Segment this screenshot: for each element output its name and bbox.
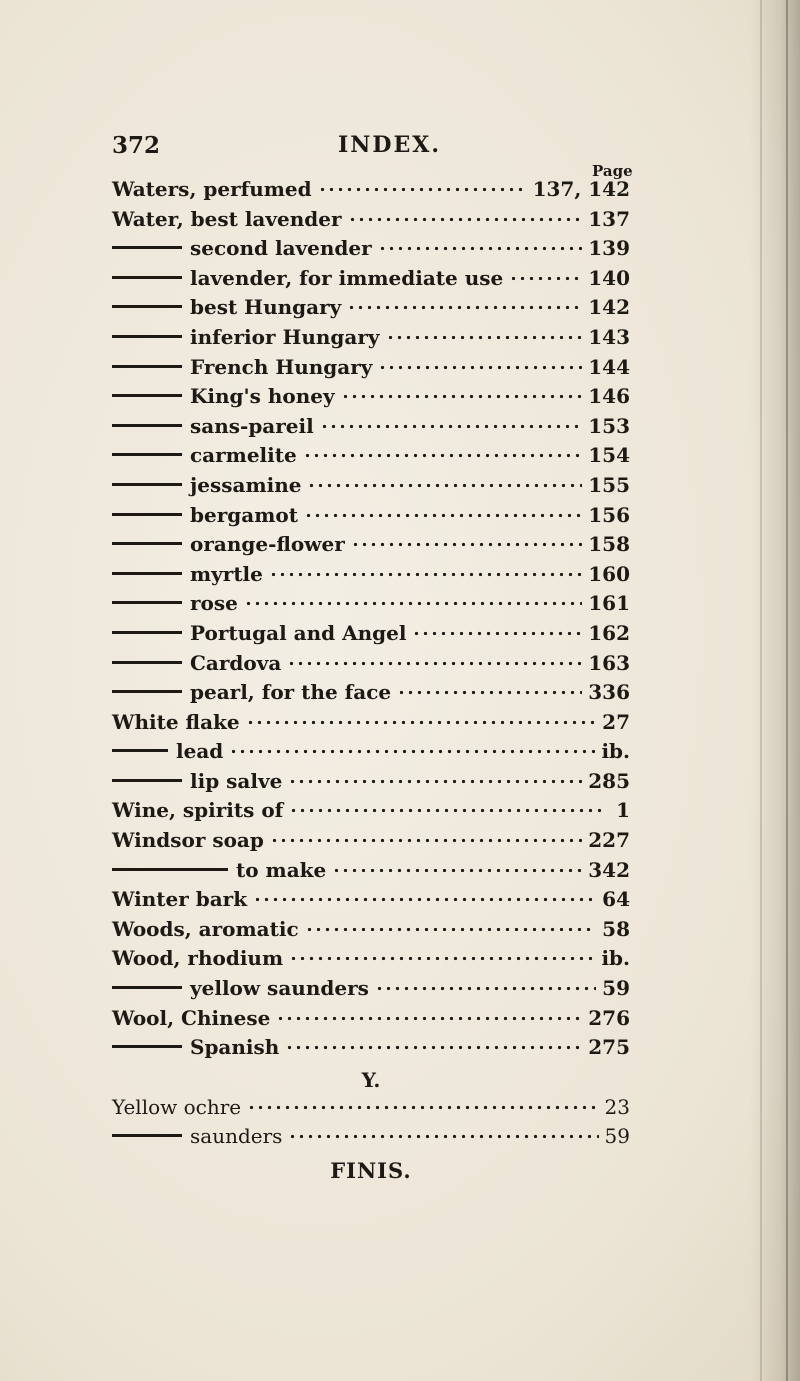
index-entry bbox=[112, 858, 630, 888]
ditto-dash bbox=[112, 394, 182, 397]
entry-page: 158 bbox=[588, 532, 630, 557]
entry-page: 342 bbox=[588, 857, 630, 882]
entry-page: 336 bbox=[588, 680, 630, 705]
dot-leader bbox=[253, 891, 596, 905]
page-header bbox=[112, 132, 622, 166]
index-entry bbox=[112, 1006, 630, 1036]
index-entry bbox=[112, 177, 630, 207]
ditto-dash bbox=[112, 246, 182, 249]
entry-name: lavender, for immediate use bbox=[190, 265, 504, 290]
index-entry bbox=[112, 562, 630, 592]
dot-leader bbox=[375, 980, 596, 994]
dot-leader bbox=[247, 1099, 598, 1113]
dot-leader bbox=[305, 921, 597, 935]
index-entry bbox=[112, 473, 630, 503]
dot-leader bbox=[378, 359, 582, 373]
entry-name: Wool, Chinese bbox=[112, 1005, 271, 1030]
entry-name: saunders bbox=[190, 1124, 283, 1149]
index-entry bbox=[112, 443, 630, 473]
entry-page: 163 bbox=[588, 650, 630, 675]
ditto-dash bbox=[112, 542, 182, 545]
entry-page: 154 bbox=[588, 443, 630, 468]
entry-page: 285 bbox=[588, 768, 630, 793]
entry-name: Woods, aromatic bbox=[112, 916, 299, 941]
index-entry bbox=[112, 325, 630, 355]
index-entry bbox=[112, 295, 630, 325]
entry-name: Yellow ochre bbox=[112, 1094, 242, 1119]
ditto-dash bbox=[112, 749, 168, 752]
index-entry bbox=[112, 946, 630, 976]
index-entry bbox=[112, 236, 630, 266]
entry-name: lip salve bbox=[190, 768, 283, 793]
page-number: 372 bbox=[112, 132, 161, 159]
entry-name: Water, best lavender bbox=[112, 206, 342, 231]
dot-leader bbox=[341, 388, 583, 402]
dot-leader bbox=[289, 802, 602, 816]
ditto-dash bbox=[112, 986, 182, 989]
dot-leader bbox=[348, 211, 583, 225]
index-entry bbox=[112, 207, 630, 237]
index-entry bbox=[112, 591, 630, 621]
entry-name: King's honey bbox=[190, 384, 335, 409]
entry-name: bergamot bbox=[190, 502, 298, 527]
index-entry bbox=[112, 532, 630, 562]
index-entry bbox=[112, 739, 630, 769]
ditto-dash bbox=[112, 779, 182, 782]
dot-leader bbox=[285, 1039, 582, 1053]
dot-leader bbox=[269, 566, 582, 580]
dot-leader bbox=[246, 714, 597, 728]
dot-leader bbox=[244, 595, 582, 609]
index-entry bbox=[112, 828, 630, 858]
index-list bbox=[112, 177, 630, 1188]
ditto-dash bbox=[112, 601, 182, 604]
entry-page: 23 bbox=[604, 1094, 630, 1119]
dot-leader bbox=[347, 299, 582, 313]
index-entry bbox=[112, 503, 630, 533]
index-entry bbox=[112, 621, 630, 651]
entry-page: 155 bbox=[588, 472, 630, 497]
finis-footer: FINIS. bbox=[330, 1158, 412, 1183]
entry-page: 160 bbox=[588, 561, 630, 586]
ditto-dash bbox=[112, 365, 182, 368]
ditto-dash bbox=[112, 868, 228, 871]
entry-page: 58 bbox=[602, 916, 630, 941]
entry-page: 161 bbox=[588, 591, 630, 616]
entry-name: Waters, perfumed bbox=[112, 177, 312, 201]
entry-page: ib. bbox=[601, 946, 630, 971]
dot-leader bbox=[386, 329, 583, 343]
entry-page: 144 bbox=[588, 354, 630, 379]
index-entry bbox=[112, 798, 630, 828]
entry-name: best Hungary bbox=[190, 295, 342, 320]
ditto-dash bbox=[112, 1045, 182, 1048]
ditto-dash bbox=[112, 690, 182, 693]
section-letter: Y. bbox=[361, 1067, 381, 1092]
dot-leader bbox=[318, 181, 527, 195]
index-entry bbox=[112, 266, 630, 296]
ditto-dash bbox=[112, 572, 182, 575]
entry-page: 146 bbox=[588, 384, 630, 409]
entry-page: 140 bbox=[588, 265, 630, 290]
entry-page: 137, 142 bbox=[532, 177, 630, 201]
page-edge-line bbox=[786, 0, 788, 1381]
entry-name: Wood, rhodium bbox=[112, 946, 284, 971]
index-entry bbox=[112, 976, 630, 1006]
entry-name: White flake bbox=[112, 709, 240, 734]
dot-leader bbox=[270, 832, 582, 846]
dot-leader bbox=[397, 684, 582, 698]
entry-page: 153 bbox=[588, 413, 630, 438]
dot-leader bbox=[351, 536, 583, 550]
entry-page: 162 bbox=[588, 620, 630, 645]
entry-name: Spanish bbox=[190, 1035, 280, 1060]
entry-page: ib. bbox=[601, 739, 630, 764]
entry-name: sans-pareil bbox=[190, 413, 314, 438]
index-entry bbox=[112, 1095, 630, 1125]
dot-leader bbox=[287, 655, 582, 669]
entry-name: pearl, for the face bbox=[190, 680, 392, 705]
ditto-dash bbox=[112, 631, 182, 634]
index-entry bbox=[112, 680, 630, 710]
index-entry bbox=[112, 710, 630, 740]
index-entry bbox=[112, 651, 630, 681]
index-entry bbox=[112, 887, 630, 917]
ditto-dash bbox=[112, 453, 182, 456]
entry-name: Cardova bbox=[190, 650, 282, 675]
dot-leader bbox=[307, 477, 582, 491]
entry-name: inferior Hungary bbox=[190, 324, 380, 349]
ditto-dash bbox=[112, 424, 182, 427]
dot-leader bbox=[412, 625, 582, 639]
index-entry bbox=[112, 769, 630, 799]
index-entry bbox=[112, 384, 630, 414]
entry-name: carmelite bbox=[190, 443, 297, 468]
dot-leader bbox=[378, 240, 583, 254]
entry-name: French Hungary bbox=[190, 354, 373, 379]
index-entry bbox=[112, 1035, 630, 1065]
index-entry bbox=[112, 917, 630, 947]
entry-page: 275 bbox=[588, 1035, 630, 1060]
dot-leader bbox=[288, 773, 582, 787]
dot-leader bbox=[332, 862, 582, 876]
page-column-label: Page bbox=[592, 162, 633, 180]
ditto-dash bbox=[112, 276, 182, 279]
dot-leader bbox=[289, 950, 595, 964]
entry-page: 143 bbox=[588, 324, 630, 349]
entry-page: 27 bbox=[602, 709, 630, 734]
index-entry bbox=[112, 414, 630, 444]
dot-leader bbox=[229, 743, 595, 757]
entry-name: Portugal and Angel bbox=[190, 620, 407, 645]
entry-name: Winter bark bbox=[112, 887, 248, 912]
entry-name: Windsor soap bbox=[112, 828, 264, 853]
entry-page: 276 bbox=[588, 1005, 630, 1030]
page-edge-shadow bbox=[750, 0, 800, 1381]
entry-page: 139 bbox=[588, 236, 630, 261]
entry-page: 137 bbox=[588, 206, 630, 231]
ditto-dash bbox=[112, 513, 182, 516]
entry-page: 142 bbox=[588, 295, 630, 320]
entry-page: 1 bbox=[616, 798, 630, 823]
entry-name: rose bbox=[190, 591, 238, 616]
entry-name: orange-flower bbox=[190, 532, 345, 557]
entry-name: lead bbox=[176, 739, 224, 764]
ditto-dash bbox=[112, 661, 182, 664]
entry-name: myrtle bbox=[190, 561, 263, 586]
page-edge-line bbox=[760, 0, 762, 1381]
ditto-dash bbox=[112, 335, 182, 338]
entry-name: Wine, spirits of bbox=[112, 798, 284, 823]
ditto-dash bbox=[112, 483, 182, 486]
entry-name: jessamine bbox=[190, 472, 302, 497]
entry-name: yellow saunders bbox=[190, 976, 369, 1001]
entry-page: 227 bbox=[588, 828, 630, 853]
dot-leader bbox=[304, 507, 582, 521]
ditto-dash bbox=[112, 1134, 182, 1137]
page-title: INDEX. bbox=[338, 132, 441, 158]
dot-leader bbox=[509, 270, 582, 284]
ditto-dash bbox=[112, 305, 182, 308]
index-entry bbox=[112, 355, 630, 385]
entry-page: 59 bbox=[604, 1124, 630, 1149]
dot-leader bbox=[276, 1010, 582, 1024]
dot-leader bbox=[303, 447, 583, 461]
entry-page: 59 bbox=[602, 976, 630, 1001]
dot-leader bbox=[288, 1128, 598, 1142]
entry-page: 64 bbox=[602, 887, 630, 912]
entry-page: 156 bbox=[588, 502, 630, 527]
dot-leader bbox=[320, 418, 583, 432]
entry-name: to make bbox=[236, 857, 327, 882]
entry-name: second lavender bbox=[190, 236, 372, 261]
index-entry bbox=[112, 1124, 630, 1154]
